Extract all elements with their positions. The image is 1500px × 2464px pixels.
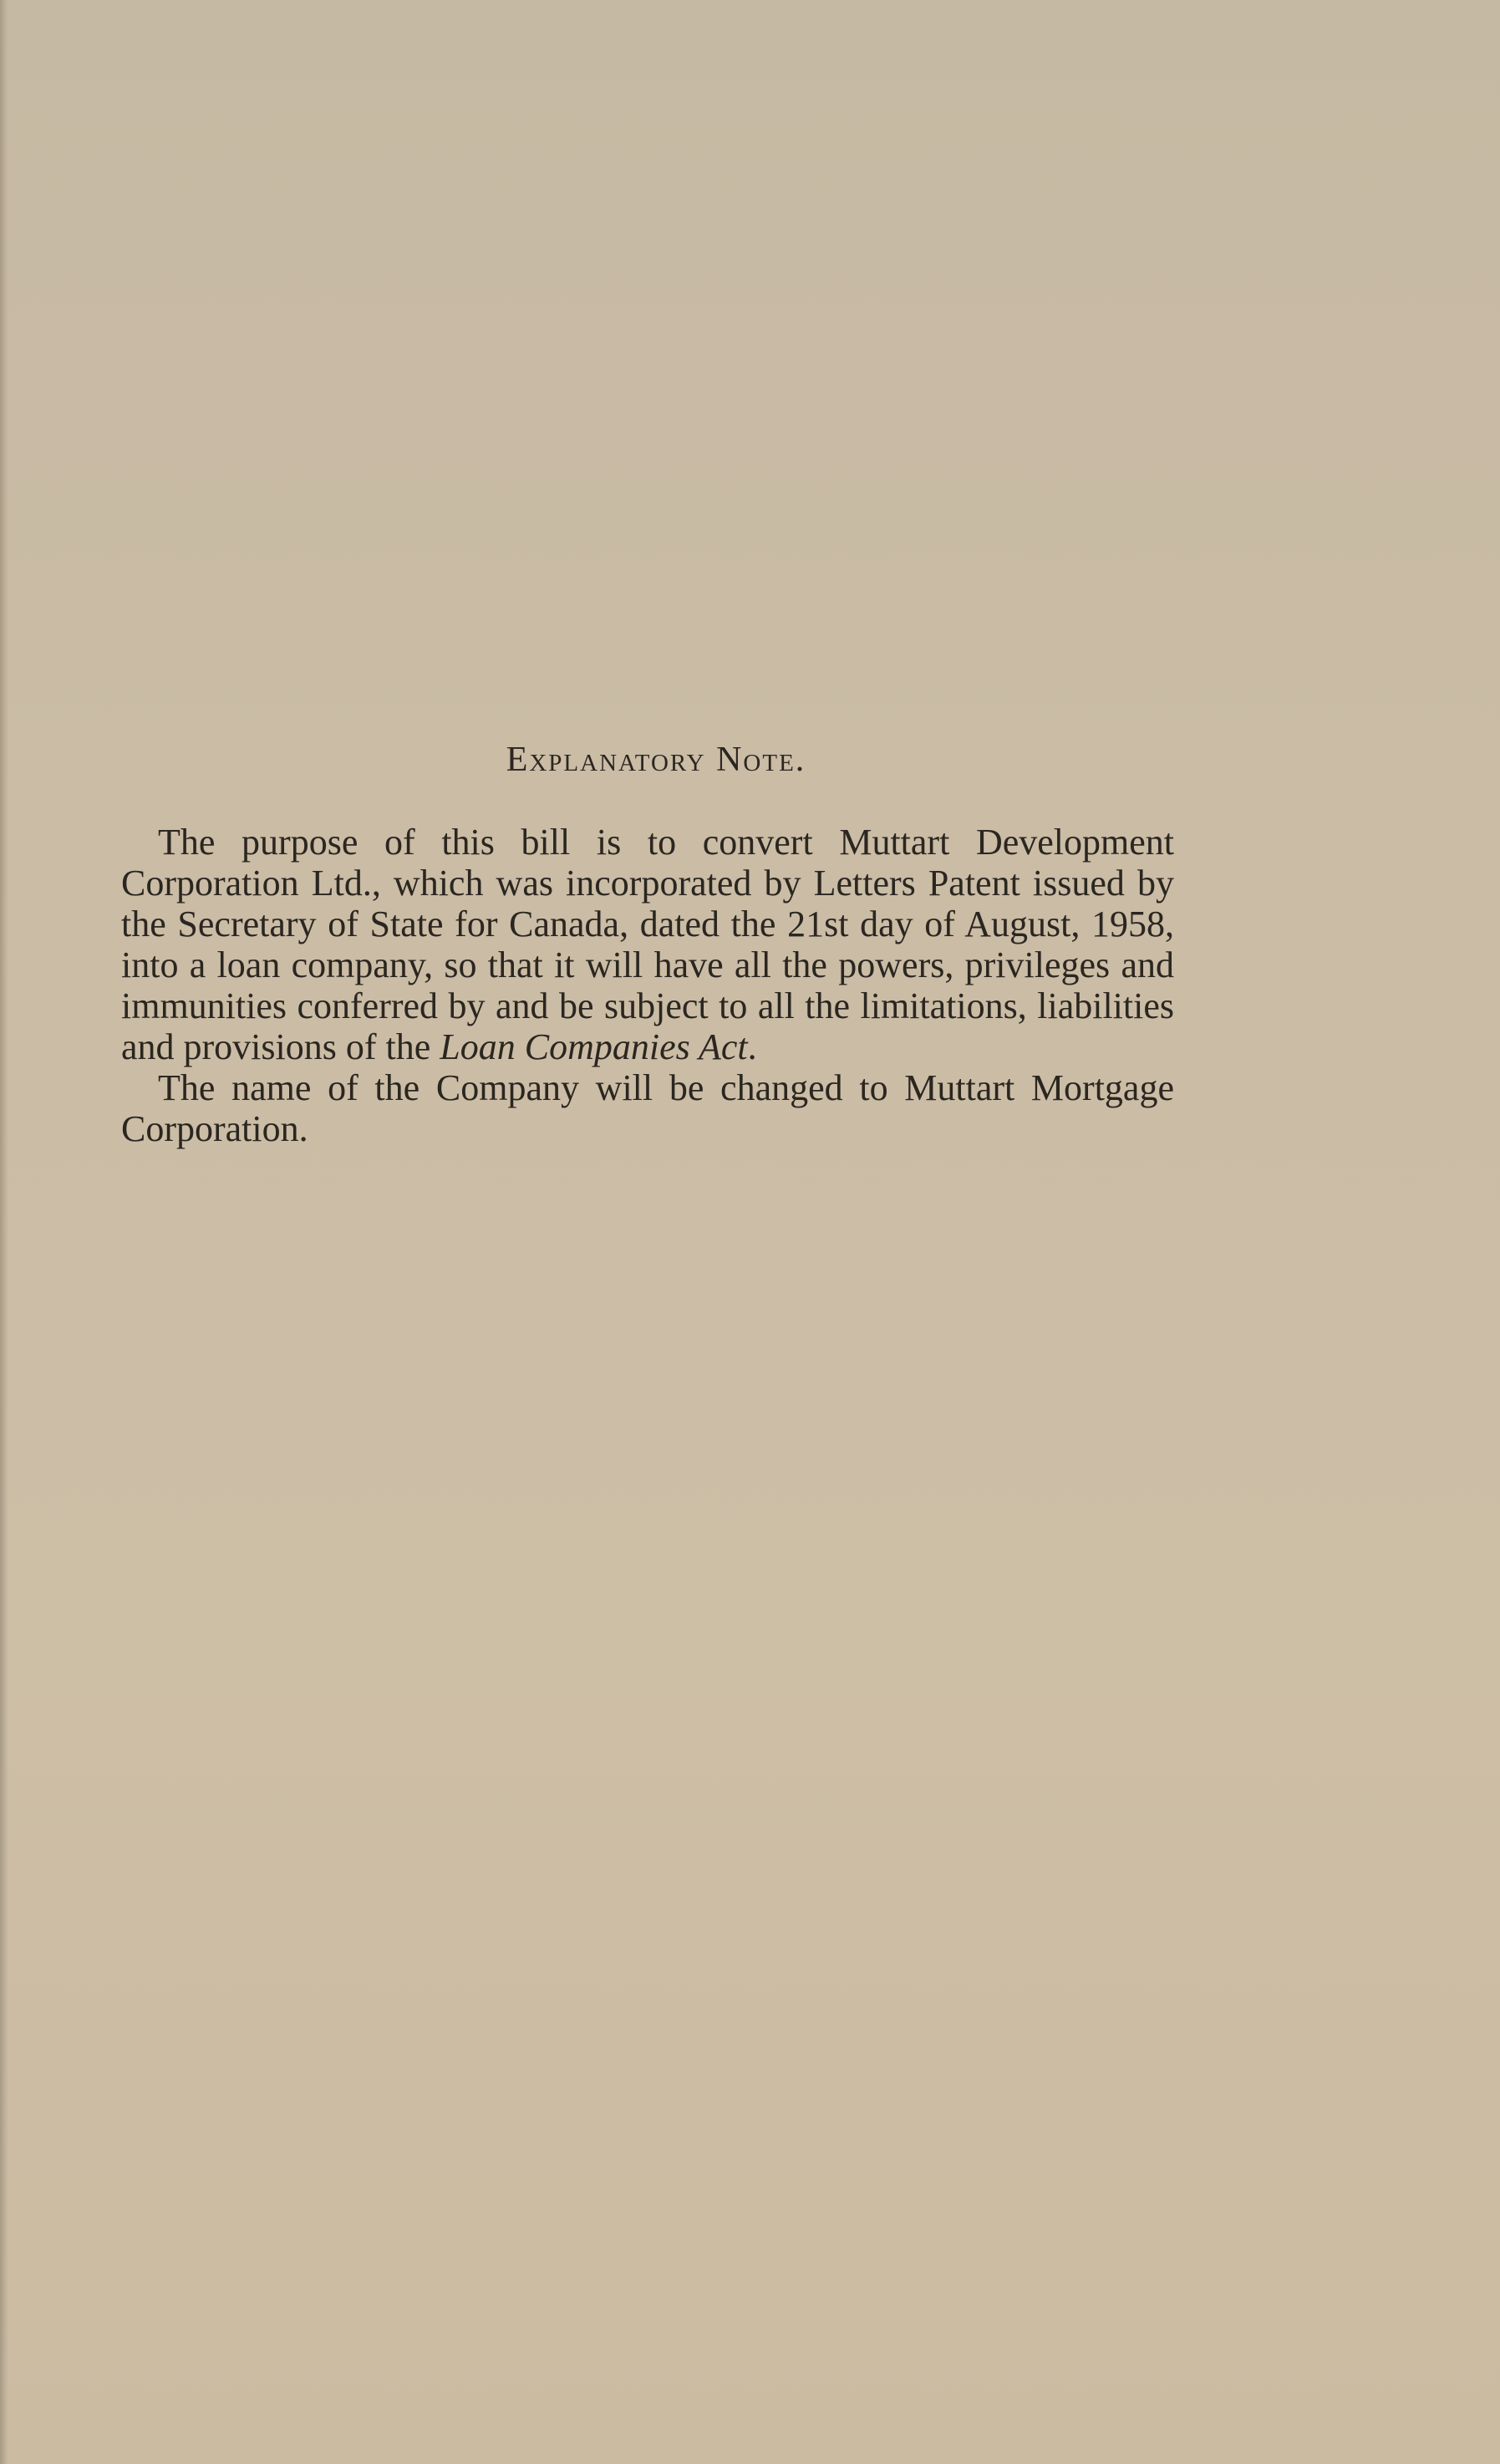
explanatory-note — [121, 740, 1174, 1149]
paragraph-1-end: . — [747, 1026, 757, 1067]
page-edge-shadow — [0, 0, 8, 2464]
paragraph-1-text: The purpose of this bill is to convert Muttart Development Corporation Ltd., which was incorporated by Letters Patent issued by the Secretary of State for Canada, dated the 21st day of August, 1958, into a loan company, so that it will have all the powers, privileges and immunities conferred by and be subject to all the limitations, liabilities and provisions of the — [121, 822, 1174, 1067]
note-paragraph-1 — [121, 822, 1174, 1067]
note-paragraph-2: The name of the Company will be changed to Muttart Mortgage Corporation. — [121, 1067, 1174, 1149]
note-heading: Explanatory Note. — [506, 741, 806, 779]
act-name: Loan Companies Act — [440, 1026, 748, 1067]
